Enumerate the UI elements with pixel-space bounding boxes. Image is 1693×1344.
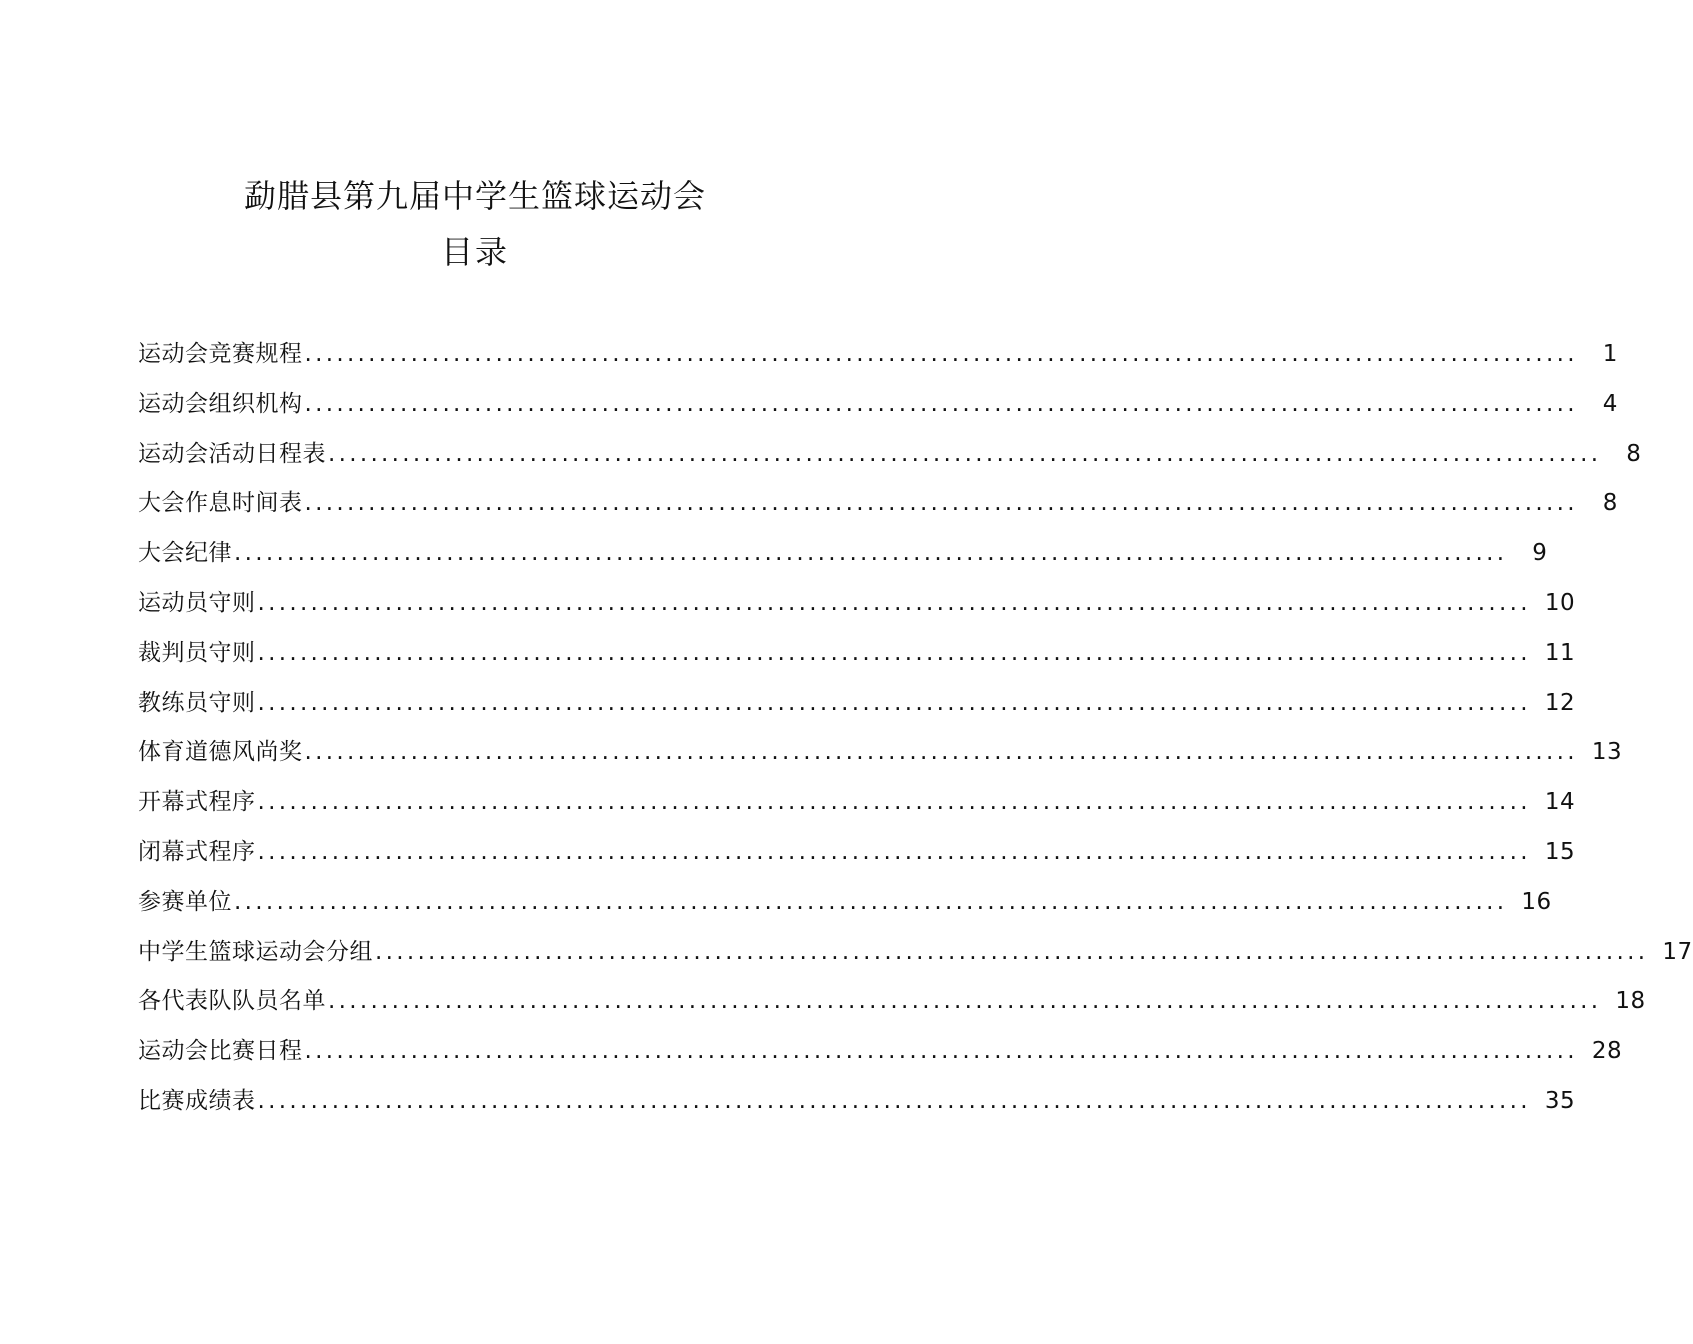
toc-entry-label: 裁判员守则: [138, 639, 256, 666]
toc-heading: 目录: [440, 233, 509, 271]
toc-entry-page: 35: [1544, 1087, 1576, 1114]
toc-entry-label: 中学生篮球运动会分组: [138, 938, 373, 965]
toc-leader-dots: ........................................................................................................................: [304, 341, 1578, 367]
toc-leader-dots: ........................................................................................................................: [257, 838, 1531, 865]
toc-entry[interactable]: [138, 430, 1642, 480]
toc-entry-label: 大会作息时间表: [138, 490, 303, 517]
toc-entry-label: 体育道德风尚奖: [138, 739, 303, 766]
toc-leader-dots: ........................................................................................................................: [328, 988, 1602, 1015]
toc-leader-dots: ........................................................................................................................: [304, 739, 1578, 766]
toc-entry-page: 14: [1544, 789, 1576, 816]
toc-entry-label: 运动会组织机构: [138, 390, 303, 417]
toc-entry[interactable]: [138, 778, 1576, 828]
toc-entry-label: 运动会活动日程表: [138, 440, 326, 467]
toc-leader-dots: ........................................................................................................................: [234, 888, 1508, 915]
toc-entry-label: 大会纪律: [138, 540, 232, 567]
toc-entry-page: 16: [1521, 888, 1552, 915]
toc-entry-page: 17: [1662, 938, 1693, 965]
toc-leader-dots: ........................................................................................................................: [304, 1038, 1578, 1065]
toc-entry-page: 4: [1602, 390, 1618, 417]
toc-entry-label: 各代表队队员名单: [138, 988, 326, 1015]
toc-entry-page: 18: [1615, 988, 1646, 1015]
toc-entry[interactable]: [138, 828, 1576, 878]
toc-leader-dots: ........................................................................................................................: [257, 589, 1531, 616]
toc-entry[interactable]: [138, 1027, 1623, 1077]
toc-entry[interactable]: [138, 679, 1576, 729]
toc-entry-page: 28: [1591, 1038, 1623, 1065]
toc-entry[interactable]: [138, 330, 1618, 380]
toc-leader-dots: ........................................................................................................................: [304, 390, 1578, 417]
toc-entry-page: 10: [1544, 589, 1576, 616]
toc-entry-label: 开幕式程序: [138, 789, 256, 816]
toc-entry-label: 运动员守则: [138, 589, 256, 616]
toc-leader-dots: ........................................................................................................................: [234, 540, 1508, 567]
toc-entry[interactable]: [138, 479, 1618, 529]
toc-entry[interactable]: [138, 878, 1552, 928]
toc-entry-page: 11: [1544, 639, 1576, 666]
toc-entry[interactable]: [138, 579, 1576, 629]
toc-leader-dots: ........................................................................................................................: [375, 938, 1649, 965]
toc-entry-label: 运动会比赛日程: [138, 1038, 303, 1065]
toc-entry-page: 15: [1544, 838, 1576, 865]
toc-leader-dots: ........................................................................................................................: [328, 440, 1602, 467]
toc-leader-dots: ........................................................................................................................: [257, 689, 1531, 716]
toc-entry-page: 8: [1626, 440, 1642, 467]
toc-entry-label: 运动会竞赛规程: [138, 341, 303, 367]
toc-leader-dots: ........................................................................................................................: [304, 490, 1578, 517]
toc-entry[interactable]: [138, 529, 1548, 579]
toc-entry-page: 1: [1602, 341, 1618, 367]
toc-entry-page: 9: [1532, 540, 1548, 567]
toc-entry-label: 教练员守则: [138, 689, 256, 716]
toc-entry-page: 12: [1544, 689, 1576, 716]
toc-entry[interactable]: [138, 1077, 1576, 1127]
toc-leader-dots: ........................................................................................................................: [257, 789, 1531, 816]
toc-entry[interactable]: [138, 728, 1623, 778]
toc-entry[interactable]: [138, 629, 1576, 679]
document-title: 勐腊县第九届中学生篮球运动会: [243, 177, 706, 215]
toc-entry-page: 13: [1591, 739, 1623, 766]
toc-entry-label: 比赛成绩表: [138, 1087, 256, 1114]
toc-leader-dots: ........................................................................................................................: [257, 1087, 1531, 1114]
toc-entry[interactable]: [138, 380, 1618, 430]
toc-entry[interactable]: [138, 977, 1646, 1027]
title-block: [0, 168, 950, 280]
toc-entry-label: 闭幕式程序: [138, 838, 256, 865]
toc-leader-dots: ........................................................................................................................: [257, 639, 1531, 666]
table-of-contents: [138, 330, 1693, 1127]
toc-entry-page: 8: [1602, 490, 1618, 517]
toc-entry-label: 参赛单位: [138, 888, 232, 915]
toc-entry[interactable]: [138, 928, 1693, 978]
